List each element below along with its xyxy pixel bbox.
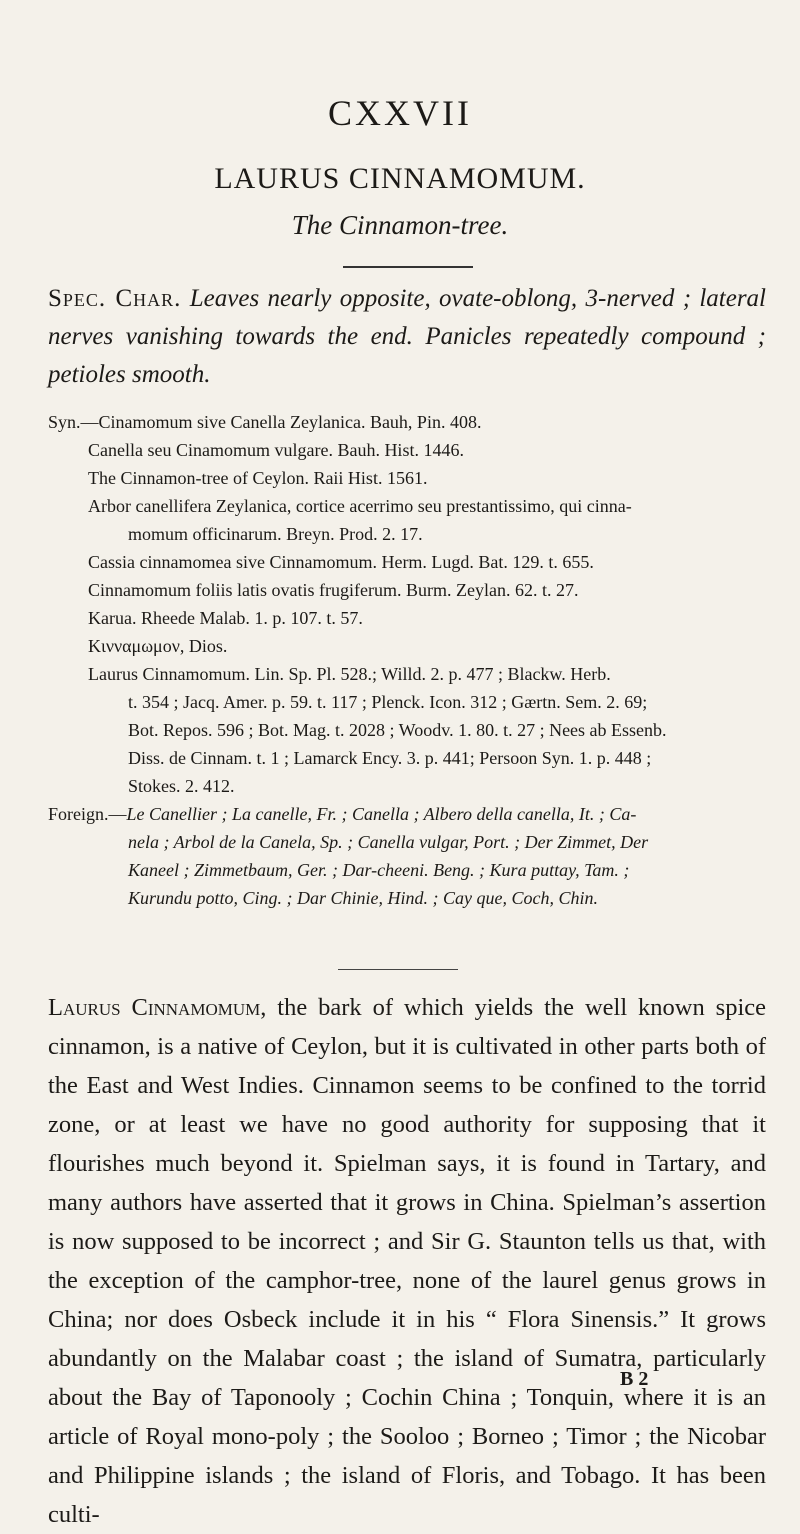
section-divider (338, 969, 458, 970)
synonym-line: Canella seu Cinamomum vulgare. Bauh. Hist. 1446. (88, 440, 464, 460)
synonym-line: Diss. de Cinnam. t. 1 ; Lamarck Ency. 3. p. 441; Persoon Syn. 1. p. 448 ; (128, 748, 652, 768)
synonym-line: Κινναμωμον, Dios. (88, 636, 228, 656)
synonym-line: Arbor canellifera Zeylanica, cortice acerrimo seu prestantissimo, qui cinna- (88, 496, 632, 516)
spec-char-label: Spec. Char. (48, 285, 182, 312)
page-title: LAURUS CINNAMOMUM. (214, 162, 586, 195)
plate-number: CXXVII (328, 93, 472, 133)
synonym-line: Laurus Cinnamomum. Lin. Sp. Pl. 528.; Willd. 2. p. 477 ; Blackw. Herb. (88, 664, 611, 684)
synonym-line: Syn.—Cinamomum sive Canella Zeylanica. Bauh, Pin. 408. (48, 412, 482, 432)
foreign-line: Foreign.—Le Canellier ; La canelle, Fr. ; Canella ; Albero della canella, It. ; Ca- (48, 804, 637, 824)
body-lead: Laurus Cinnamomum, (48, 994, 267, 1021)
synonym-line: Bot. Repos. 596 ; Bot. Mag. t. 2028 ; Woodv. 1. 80. t. 27 ; Nees ab Essenb. (128, 720, 667, 740)
signature-mark: B 2 (620, 1368, 649, 1390)
synonym-line: Karua. Rheede Malab. 1. p. 107. t. 57. (88, 608, 363, 628)
spec-char-text: Leaves nearly opposite, ovate-oblong, 3-nerved ; lateral nerves vanishing towards the end. Panicles repeatedly compound ; petioles smooth. (48, 285, 767, 388)
synonym-line: Stokes. 2. 412. (128, 776, 235, 796)
synonym-line: Cassia cinnamomea sive Cinnamomum. Herm. Lugd. Bat. 129. t. 655. (88, 552, 594, 572)
synonyms-block (48, 408, 770, 912)
body-paragraph (48, 988, 766, 1534)
synonym-line: Cinnamomum foliis latis ovatis frugiferum. Burm. Zeylan. 62. t. 27. (88, 580, 579, 600)
page-subtitle: The Cinnamon-tree. (291, 210, 509, 240)
foreign-line: Kaneel ; Zimmetbaum, Ger. ; Dar-cheeni. Beng. ; Kura puttay, Tam. ; (128, 860, 630, 880)
foreign-line: Kurundu potto, Cing. ; Dar Chinie, Hind. ; Cay que, Coch, Chin. (128, 888, 598, 908)
specific-character (48, 280, 766, 394)
title-divider (343, 266, 473, 268)
foreign-line: nela ; Arbol de la Canela, Sp. ; Canella vulgar, Port. ; Der Zimmet, Der (128, 832, 649, 852)
synonym-line: t. 354 ; Jacq. Amer. p. 59. t. 117 ; Plenck. Icon. 312 ; Gærtn. Sem. 2. 69; (128, 692, 648, 712)
body-text: the bark of which yields the well known spice cinnamon, is a native of Ceylon, but it is cultivated in other parts both of the East and West Indies. Cinnamon seems to be confined to the torrid zone, or at least we have no good authority for supposing that it flourishes much beyond it. Spielman says, it is found in Tartary, and many authors have asserted that it grows in China. Spielman’s assertion is now supposed to be incorrect ; and Sir G. Staunton tells us that, with the exception of the camphor-tree, none of the laurel genus grows in China; nor does Osbeck include it in his “ Flora Sinensis.” It grows abundantly on the Malabar coast ; the island of Sumatra, particularly about the Bay of Taponooly ; Cochin China ; Tonquin, where it is an article of Royal mono-poly ; the Sooloo ; Borneo ; Timor ; the Nicobar and Philippine islands ; the island of Floris, and Tobago. It has been culti- (48, 994, 767, 1528)
synonym-line: The Cinnamon-tree of Ceylon. Raii Hist. 1561. (88, 468, 428, 488)
foreign-label: Foreign.— (48, 804, 127, 824)
synonyms-label: Syn.— (48, 412, 99, 432)
synonym-line: momum officinarum. Breyn. Prod. 2. 17. (128, 524, 423, 544)
